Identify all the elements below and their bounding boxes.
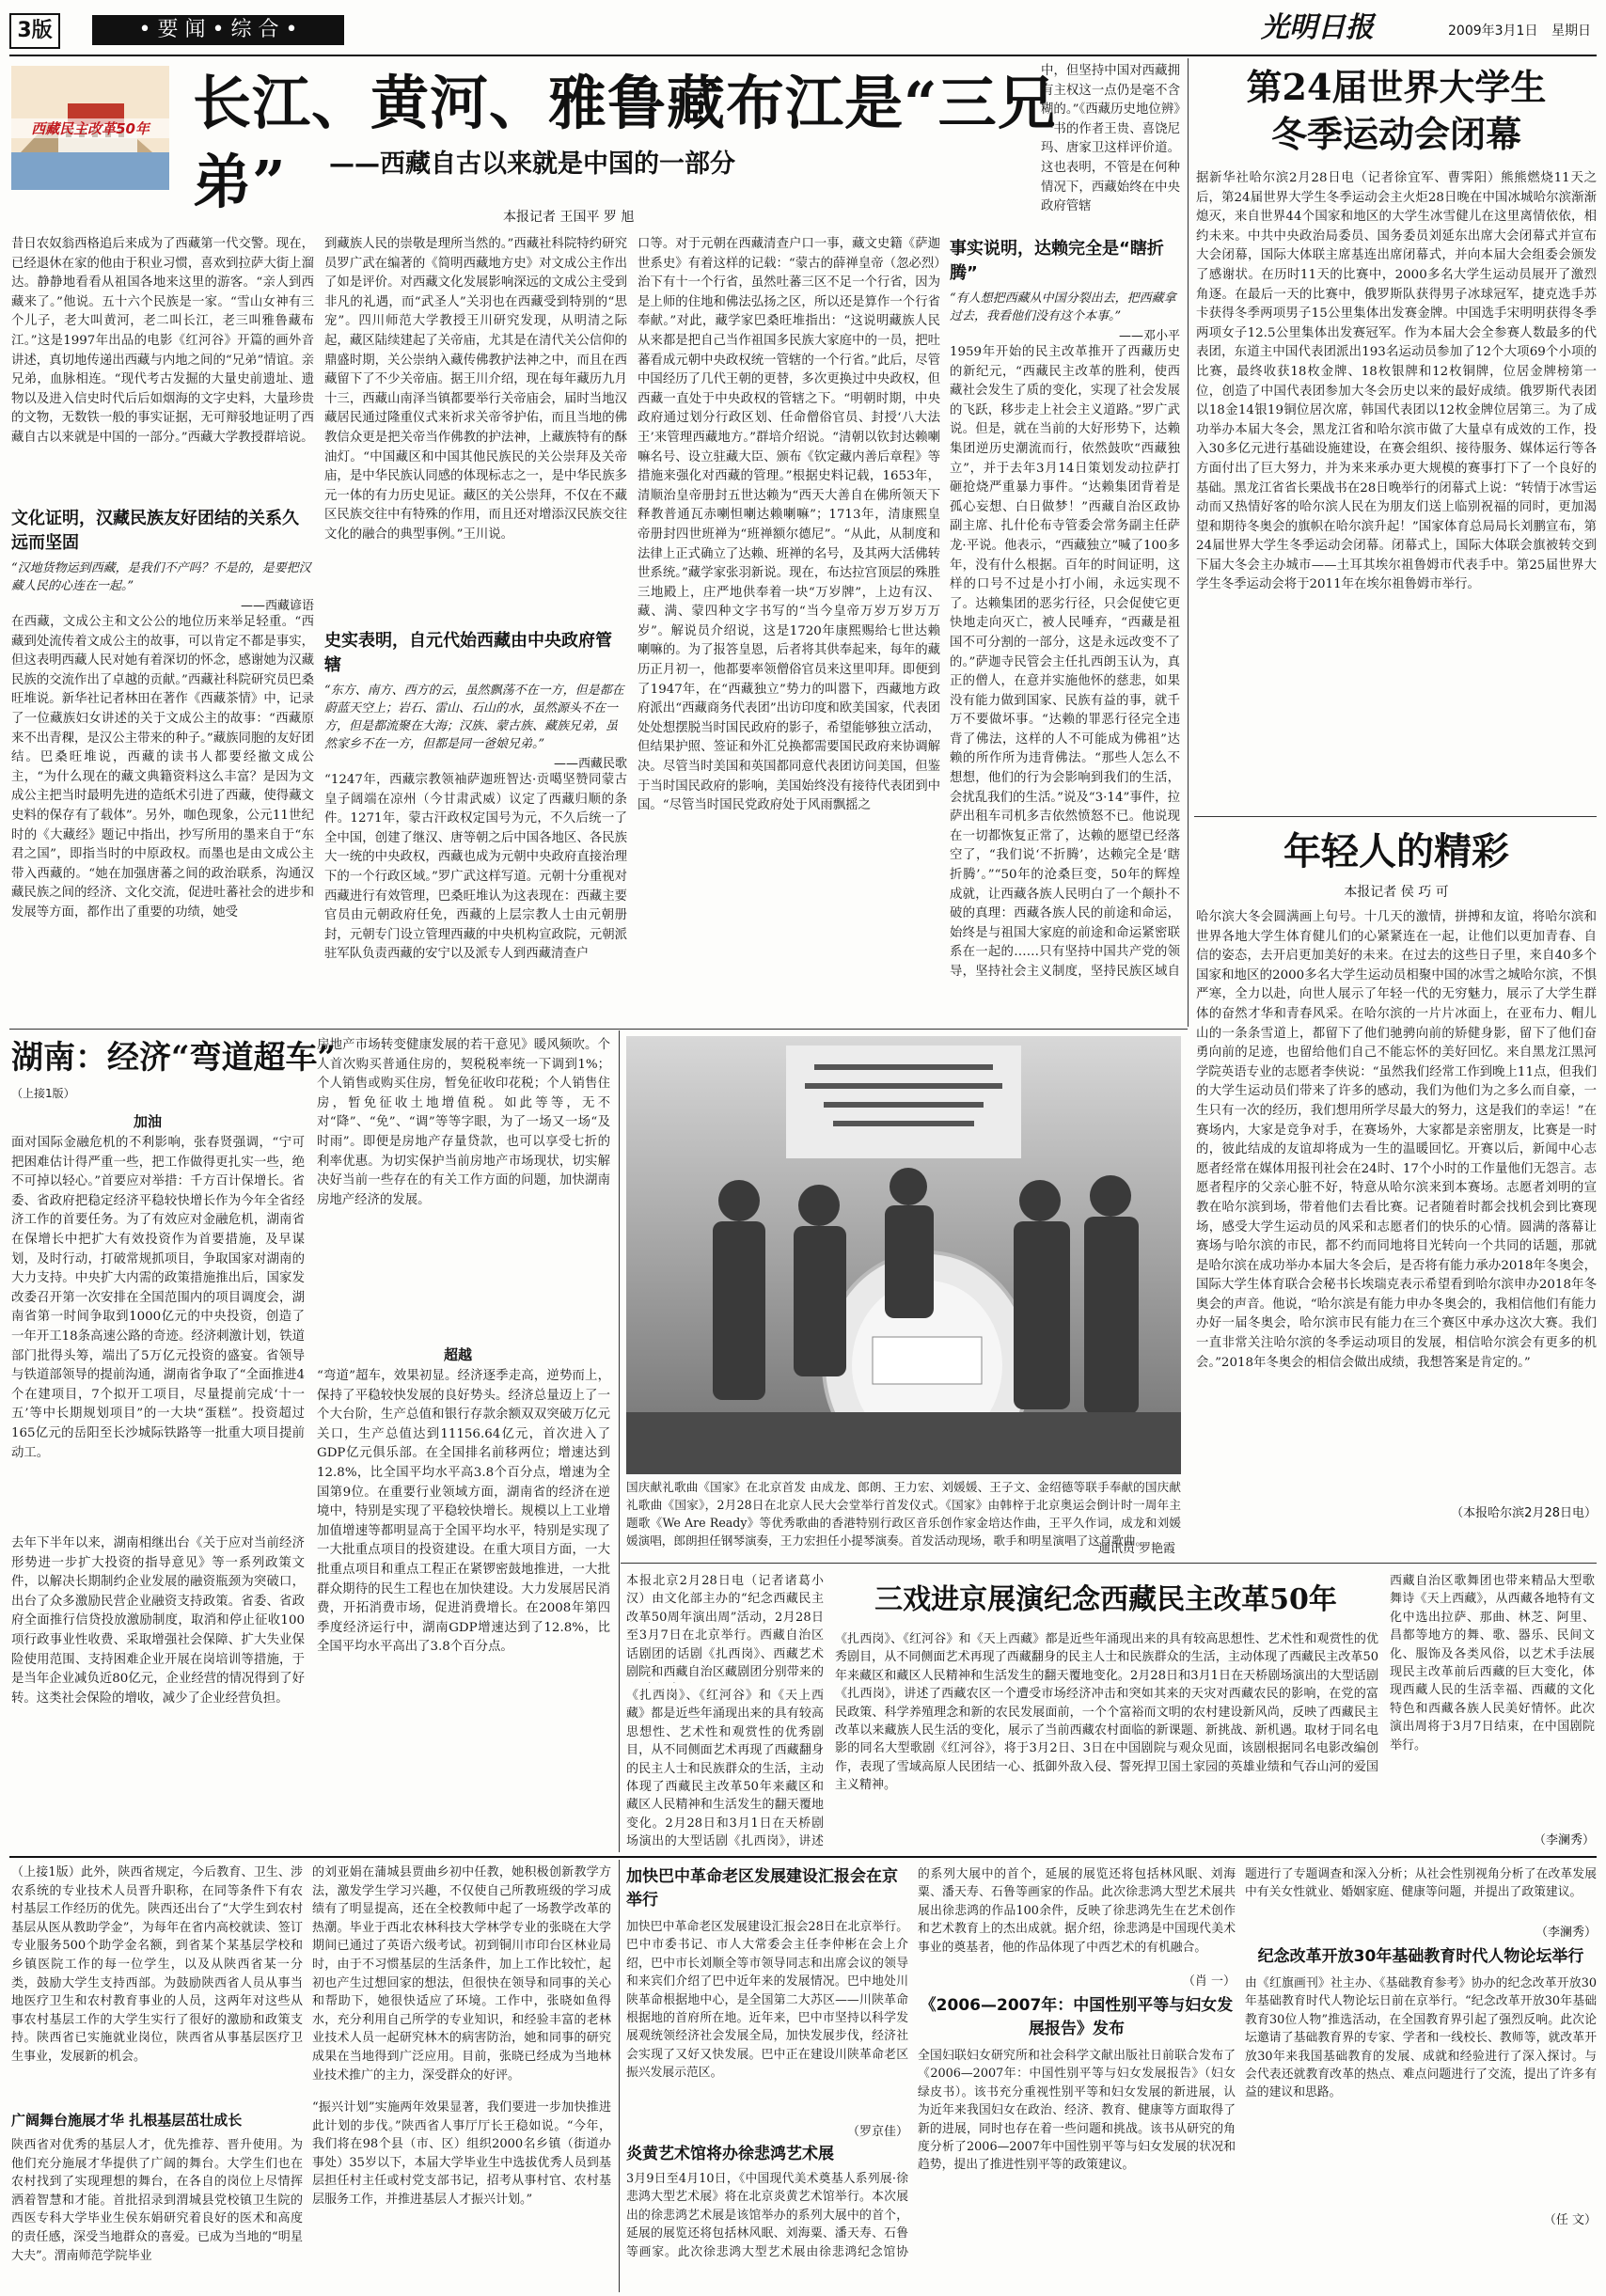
divider — [9, 1856, 1597, 1858]
xubeihong-title: 炎黄艺术馆将办徐悲鸿艺术展 — [626, 2145, 834, 2163]
opera-article — [626, 1568, 1597, 1852]
shaanxi-text-1: （上接1版）此外，陕西省规定，今后教育、卫生、涉农系统的专业技术人员晋升职称，在同等条件下有农村基层工作经历的优先。陕西还出台了“大学生到农村基层从医从教助学金”，为每年在省内高校就读、签订专业服务500个助学金名额，到省某个某基层学校和乡镇医院工作的每一位学生，以及从陕西省某一分类，鼓励大学生支持西部。为鼓励陕西省人员从事当地医疗卫生和农村教育事业的人员，这两年对这些从事农村基层工作的大学生实行了很好的激励和政策支持。陕西省已实施就业岗位，陕西省从事基层医疗卫生事业，发展新的机会。 — [11, 1865, 303, 2064]
gender-report-text-cont: 题进行了专题调查和深入分析；从社会性别视角分析了在改革发展中有关女性就业、婚姻家庭、健康等问题，并提出了政策建议。 — [1245, 1867, 1597, 1900]
bottom-column-5 — [1245, 1865, 1597, 2288]
lead-column-1 — [11, 235, 314, 1023]
lead-col1-quote-source: ——西藏谚语 — [240, 599, 314, 613]
shaanxi-text-2: 陕西省对优秀的基层人才，优先推荐、晋升使用。为他们充分施展才华提供了广阔的舞台。大学生们也在农村找到了实现理想的舞台，在各自的岗位上尽情挥洒着智慧和才能。首批招录到渭城县党校镇卫生院的西医专科大学毕业生侯东娟研究着良好的医术和高度的责任感，深受当地群众的喜爱。已成为当地的“明星大夫”。渭南师范学院毕业 — [11, 2138, 303, 2262]
shaanxi-subhead: 广阔舞台施展才华 扎根基层茁壮成长 — [11, 2112, 243, 2129]
bazhong-text: 加快巴中革命老区发展建设汇报会28日在北京举行。巴中市委书记、市人大常委会主任李仲彬在会上介绍，巴中市长刘顺全等市领导同志和出席会议的领导和来宾们介绍了巴中近年来的发展情况。巴中地处川陕革命根据地中心，是全国第二大苏区——川陕革命根据地的首府所在地。近年来，巴中市坚持以科学发展观统领经济社会发展全局，加快发展步伐，经济社会实现了又好又快发展。巴中正在建设川陕革命老区振兴发展示范区。 — [626, 1920, 908, 2081]
bottom-column-1 — [11, 1864, 303, 2287]
education-forum-dateline: （任 文） — [1543, 2213, 1597, 2227]
bottom-column-3 — [626, 1865, 908, 2288]
divider — [619, 1030, 620, 1852]
lead-col1-subhead: 文化证明，汉藏民族友好团结的关系久远而坚固 — [11, 509, 299, 553]
badge-label: 西藏民主改革50年 — [11, 118, 169, 138]
lead-byline: 本报记者 王国平 罗 旭 — [503, 210, 635, 225]
education-forum-title: 纪念改革开放30年基础教育时代人物论坛举行 — [1257, 1947, 1584, 1966]
lead-headline: 长江、黄河、雅鲁藏布江是“三兄弟” — [193, 69, 1057, 216]
opera-lead: 本报北京2月28日电（记者诸葛小汉）由文化部主办的“纪念西藏民主改革50周年演出周”活动，2月28日至3月7日在北京举行。西藏自治区话剧团的话剧《扎西岗》、西藏艺术剧院和西藏自治区藏剧团分别带来的 — [626, 1574, 824, 1680]
lead-col4-quote-source: ——邓小平 — [1118, 329, 1180, 343]
youth-body: 哈尔滨大冬会圆满画上句号。十几天的激情，拼搏和友谊，将哈尔滨和世界各地大学生体育健儿们的心紧紧连在一起，让他们以更加青春、自信的姿态，去开启更加美好的未来。在过去的这些日子里，来自40多个国家和地区的2000多名大学生运动员相聚中国的冰雪之城哈尔滨，不惧严寒，全力以赴，向世人展示了年轻一代的无穷魅力，展示了大学生群体的奋然才华和青春风采。在哈尔滨的一片片冰面上，在亚布力、帽儿山的一条条雪道上，都留下了他们驰骋向前的矫健身影，留下了他们奋勇向前的足迹，也留给他们自己不能忘怀的美好回忆。来自黑龙江黑河学院英语专业的志愿者李侠说：“虽然我们经常工作到晚上11点，但我们的大学生运动员们带来了许多的感动，我们为他们为之多么而自豪，一生只有一次的经历，我们想用所学尽最大的努力，这是我们的幸运！”在赛场内，大家是竞争对手，在赛场外，大家都是亲密朋友，比赛是一时的，彼此结成的友谊却将成为一生的温暖回忆。开赛以后，新闻中心志愿者经常在媒体用报刊社会在24时、17个小时的工作量他们无怨言。志愿者程序的父亲心脏不好，特意从哈尔滨来到本赛场。志愿者刘明的宣教在哈尔滨到场，带着他们去看比赛。记者随着时都会找机会到比赛现场，感受大学生运动员的风采和志愿者们的快乐的心情。圆满的落幕让赛场与哈尔滨的市民，都不约而同地将目光转向一个共同的话题，那就是哈尔滨在成功举办本届大冬会后，是否将有能力承办2018年冬奥会，国际大学生体育联合会秘书长埃瑞克表示希望看到哈尔滨申办2018年冬奥会的声音。他说，“哈尔滨是有能力申办冬奥会的，我相信他们有能力办好一届冬奥会，哈尔滨市民有能力在三个赛区中承办这次大赛。我们一直非常关注哈尔滨的冬季运动项目的发展，相信哈尔滨会有更多的机会。”2018年冬奥会的相信会做出成绩，我想答案是肯定的。” — [1196, 910, 1597, 1370]
news-photo — [626, 1036, 1181, 1474]
xubeihong-dateline: （肖 一） — [1182, 1974, 1236, 1989]
opera-body: 《扎西岗》、《红河谷》和《天上西藏》都是近些年涌现出来的具有较高思想性、艺术性和观赏性的优秀剧目，从不同侧面艺术再现了西藏翻身的民主人士和民族群众的生活，主动体现了西藏民主改革50年来藏区和藏区人民精神和生活发生的翻天覆地变化。2月28日和3月1日在天桥剧场演出的大型话剧《扎西岗》，讲述 — [626, 1689, 824, 1848]
lead-col1-p1: 昔日农奴翁西格追后来成为了西藏第一代交警。现在，已经退休在家的他由于积业习惯，喜欢到拉萨大街上溜达。静静地看看从祖国各地来这里的游客。“亲人到西藏来了。”他说。五十六个民族是一家。“雪山女神有三个儿子，老大叫黄河，老二叫长江，老三叫雅鲁藏布江。”这是1997年出品的电影《红河谷》开篇的画外音讲述，真切地传递出西藏与内地之间的“兄弟”情谊。亲兄弟，血脉相连。“现代考古发掘的大量史前遗址、遗物以及进入信史时代后后如烟海的文字史料，大量珍贵的文物，无数铁一般的事实证据，无可辩驳地证明了西藏自古以来就是中国的一部分。”西藏大学教授群培说。 — [11, 237, 314, 445]
ceremony-photo-icon — [626, 1036, 1181, 1474]
issue-date: 2009年3月1日 — [1448, 24, 1538, 39]
divider — [1194, 816, 1597, 817]
bottom-column-4 — [918, 1865, 1236, 2288]
section-label: • 要 闻 • 综 合 • — [92, 15, 344, 45]
lead-column-2 — [324, 235, 627, 1023]
lead-subtitle: ——西藏自古以来就是中国的一部分 — [329, 149, 735, 179]
lead-col5-text: 中，但坚持中国对西藏拥有主权这一点仍是毫不含糊的。”《西藏历史地位辨》一书的作者王贵、喜饶尼玛、唐家卫这样评价道。这也表明，不管是在何种情况下，西藏始终在中央政府管辖 — [1041, 64, 1180, 214]
universiade-title-2: 冬季运动会闭幕 — [1270, 113, 1521, 155]
youth-byline: 本报记者 侯 巧 可 — [1344, 885, 1449, 900]
lead-col4-p1: 1959年开始的民主改革推开了西藏历史的新纪元，“西藏民主改革的胜利，使西藏社会发生了质的变化，实现了社会发展的飞跃，移步走上社会主义道路。”罗广武说。但是，就在当前的大好形势下，达赖集团逆历史潮流而行，依然鼓吹“西藏独立”，并于去年3月14日策划发动拉萨打砸抢烧严重暴力事件。“达赖集团背着是孤心妄想、白日做梦！”西藏自治区政协副主席、扎什伦布寺管委会常务副主任萨龙·平说。他表示，“西藏独立”喊了100多年，没有什么根据。百年的时间证明，这样的口号不过是小打小闹，永远实现不了。达赖集团的恶劣行径，只会促使它更快地走向灭亡，被人民唾弃，“西藏是祖国不可分割的一部分，这是永远改变不了的。”萨迦寺民管会主任扎西朗玉认为，真正的僧人，在意并实施他怀的慈悲，如果没有能力做到国家、民族有益的事，就千万不要做坏事。“达赖的罪恶行径完全违背了佛法，这样的人不可能成为佛祖”达赖的所作所为违背佛法。“那些人怎么不想想，他们的行为会影响到我们的生活，会扰乱我们的生活。”说及“3·14”事件，拉萨出租车司机多吉依然愤怒不已。他说现在一切都恢复正常了，达赖的愿望已经落空了，“我们说‘不折腾’，达赖完全是‘瞎折腾’。”“50年的沧桑巨变，50年的辉煌成就，让西藏各族人民明白了一个颠扑不破的真理：西藏各族人民的前途和命运，始终是与祖国大家庭的前途和命运紧密联系在一起的……只有坚持中国共产党的领导，坚持社会主义制度，坚持民族区域自 — [950, 345, 1180, 979]
lead-col1-quote: “汉地货物运到西藏，是我们不产吗？不是的，是要把汉藏人民的心连在一起。” — [11, 561, 311, 593]
universiade-title-1: 第24届世界大学生 — [1246, 66, 1547, 108]
lead-col4-subhead: 事实说明，达赖完全是“瞎折腾” — [950, 239, 1164, 283]
xubeihong-text: 3月9日至4月10日，《中国现代美术奠基人系列展·徐悲鸿大型艺术展》将在北京炎黄艺术馆举行。本次展出的徐悲鸿艺术展是该馆举办的系列大展中的首个，延展的展览还将包括林风眠、刘海粟、潘天寿、石鲁等画家。此次徐悲鸿大型艺术展由徐悲鸿纪念馆协 — [626, 2172, 908, 2259]
hunan-col2-p2: “弯道”超车，效果初显。经济逐季走高，逆势而上，保持了平稳较快发展的良好势头。经济总量迈上了一个大台阶，生产总值和银行存款余额双双突破万亿元关口，生产总值达到11156.64亿元，首次进入了GDP亿元俱乐部。在全国排名前移两位；增速达到12.8%，比全国平均水平高3.8个百分点，增速为全国第9位。在重要行业领域方面，湖南省的经济在逆境中，特别是实现了平稳较快增长。规模以上工业增加值增速等都明显高于全国平均水平，特别是实现了一大批重点项目的投资建设。在重大项目方面，一大批重点项目和重点工程正在紧锣密鼓地推进，一大批群众期待的民生工程也在加快建设。大力发展居民消费，开拓消费市场，促进消费增长。在2008年第四季度经济运行中，湖南GDP增速达到了12.8%，比全国平均水平高出了3.8个百分点。 — [317, 1369, 610, 1655]
lead-column-3 — [638, 235, 940, 1023]
shaanxi-text-4: “振兴计划”实施两年效果显著，我们要进一步加快推进此计划的步伐。”陕西省人事厅厅长王稳如说。“今年，我们将在98个县（市、区）组织2000名乡镇（街道办事处）35岁以下，本届大学毕业生中选拔优秀人员到基层担任村主任或村党支部书记，招考从事村官、农村基层服务工作，并推进基层人才振兴计划。” — [312, 2100, 611, 2207]
photo-caption: 国庆献礼歌曲《国家》在北京首发 由成龙、郎朗、王力宏、刘媛媛、王子文、金绍德等联手奉献的国庆献礼歌曲《国家》，2月28日在北京人民大会堂举行首发仪式。《国家》由韩梓于北京奥运会倒计时一周年主题歌《We Are Ready》等优秀歌曲的香港特别行政区音乐创作家金培达作曲，王平久作词，成龙和刘媛媛演唱，郎朗担任钢琴演奏，王力宏担任小提琴演奏。首发活动现场，歌手和明星演唱了这首歌曲。 — [626, 1480, 1181, 1548]
gender-report-dateline: （李澜秀） — [1535, 1926, 1597, 1940]
opera-dateline: （李澜秀） — [1533, 1833, 1595, 1848]
lead-col4-quote: “有人想把西藏从中国分裂出去，把西藏拿过去，我看他们没有这个本事。” — [950, 291, 1176, 323]
lead-col2-quote: “东方、南方、西方的云，虽然飘荡不在一方，但是都在蔚蓝天空上；岩石、雷山、石山的水，虽然源头不在一方，但是都流聚在大海；汉族、蒙古族、藏族兄弟，虽然家乡不在一方，但都是同一爸娘兄弟。” — [324, 684, 624, 751]
badge-emblem — [11, 66, 169, 190]
lead-col2-p1: 到藏族人民的崇敬是理所当然的。”西藏社科院特约研究员罗广武在编著的《简明西藏地方史》对文成公主作出了如是评价。对西藏文化发展影响深远的文成公主受到非凡的礼遇，而“武圣人”关羽也在西藏受到特别的“思宠”。四川师范大学教授王川研究发现，从明清之际起，藏区陆续建起了关帝庙，尤其是在清代关公信仰的鼎盛时期，关公崇纳入藏传佛教护法神之中，而且在西藏留下了不少关帝庙。据王川介绍，现在每年藏历九月十三，西藏山南泽当镇都要举行关帝庙会，届时当地汉藏居民通过隆重仪式来祈求关帝爷护佑，而且当地的佛教信众更是把关帝当作佛教的护法神，上藏族特有的酥油灯。“中国藏区和中国其他民族民的关公崇拜及关帝庙，是中华民族认同感的体现标志之一，是中华民族多元一体的有力历史见证。藏区的关公崇拜，不仅在不藏区民族交往中有特殊的作用，而且还对增添汉民族交往文化的融合的典型事例。”王川说。 — [324, 237, 627, 542]
hunan-col2-p1: 房地产市场转变健康发展的若干意见》暖风频吹。个人首次购买普通住房的，契税税率统一下调到1%；个人销售或购买住房，暂免征收印花税；个人销售住房，暂免征收土地增值税。如此等等，无不对“降”、“免”、“调”等等字眼，为了一场又一场“及时雨”。即便是房地产存量贷款，也可以享受七折的利率优惠。为切实保护当前房地产市场现状，切实解决好当前一些存在的有关工作方面的问题，加快湖南房地产经济的发展。 — [317, 1038, 610, 1207]
youth-title: 年轻人的精彩 — [1283, 829, 1509, 873]
universiade-body: 据新华社哈尔滨2月28日电（记者徐宜军、曹霁阳）熊熊燃烧11天之后，第24届世界大学生冬季运动会主火炬28日晚在中国冰城哈尔滨渐渐熄灭，来自世界44个国家和地区的大学生冰雪健儿在这里离情依依，相约未来。中共中央政治局委员、国务委员刘延东出席大会闭幕式并宣布大会闭幕，国际大体联主席基连出席闭幕式，并向本届大会组委会颁发了感谢状。在历时11天的比赛中，2000多名大学生运动员展开了激烈角逐。在最后一天的比赛中，俄罗斯队获得男子冰球冠军，捷克选手苏卡获得冬季两项男子15公里集体出发赛金牌。中国选手宋明明获得冬季两项女子12.5公里集体出发赛冠军。作为本届大会全参赛人数最多的代表团，东道主中国代表团派出193名运动员参加了12个大项69个小项的比赛，最终收获18枚金牌、18枚银牌和12枚铜牌，位居金牌榜第一位，创造了中国代表团参加大冬会历史以来的最好成绩。俄罗斯代表团以18金14银19铜位居次席，韩国代表团以12枚金牌位居第三。为了成功举办本届大冬会，黑龙江省和哈尔滨市做了大量卓有成效的工作，投入30多亿元进行基础设施建设，在赛会组织、接待服务、媒体运行等各方面付出了巨大努力，并为来来承办更大规模的赛事打下了一个良好的基础。黑龙江省省长栗战书在28日晚举行的闭幕式上说：“转情于冰雪运动而又热情好客的哈尔滨人民在为朋友们送上临别祝福的同时，更加渴望和期待冬奥会的旗帜在哈尔滨升起！”国家体育总局局长刘鹏宣布，第24届世界大学生冬季运动会闭幕。闭幕式上，国际大体联会旗被转交到下届大冬会主办城市——土耳其埃尔祖鲁姆市代表手中。第25届世界大学生冬季运动会将于2011年在埃尔祖鲁姆市举行。 — [1196, 171, 1597, 592]
header-bar — [9, 9, 1597, 51]
lead-col3-p1: 口等。对于元朝在西藏清查户口一事，藏文史籍《萨迦世系史》有着这样的记载：“蒙古的薛禅皇帝（忽必烈）治下有十一个行省，虽然吐蕃三区不足一个行省，因为是上师的住地和佛法弘扬之区，所以还是算作一个行省奉献。”对此，藏学家巴桑旺堆指出：“这说明藏族人民从来都是把自己当作祖国多民族大家庭中的一员，把吐蕃看成元朝中央政权统一管辖的一个行省。”此后，尽管中国经历了几代王朝的更替，多次更换过中央政权，但西藏一直处于中央政权的管辖之下。“明朝时期，中央政府通过划分行政区划、任命僧俗官员、封授‘八大法王’来管理西藏地方。”群培介绍说。“清朝以钦封达赖喇嘛名号、设立驻藏大臣、颁布《钦定藏内善后章程》等措施来强化对西藏的管理。”根据史料记载，1653年，清顺治皇帝册封五世达赖为“西天大善自在佛所领天下释教普通瓦赤喇怛喇达赖喇嘛”；1713年，清康熙皇帝册封四世班禅为“班禅额尔德尼”。“从此，从制度和法律上正式确立了达赖、班禅的名号，及其两大活佛转世系统。”藏学家张羽新说。现在，布达拉宫顶层的殊胜三地殿上，庄严地供奉着一块“万岁牌”，上边有汉、藏、满、蒙四种文字书写的“当今皇帝万岁万岁万万岁”。解说员介绍说，这是1720年康熙赐给七世达赖喇嘛的。为了报答皇恩，后者将其供奉起来，每年的藏历正月初一，他都要率领僧俗官员来这里叩拜。即便到了1947年，在“西藏独立”势力的叫嚣下，西藏地方政府派出“西藏商务代表团”出访印度和欧美国家，代表团处处想摆脱当时国民政府的影子，希望能够独立活动，但结果护照、签证和外汇兑换都需要国民政府来协调解决。尽管当时美国和英国都同意代表团访问美国，但鉴于当时国民政府的影响，美国始终没有接待代表团到中国。“尽管当时国民党政府处于风雨飘摇之 — [638, 237, 940, 813]
divider — [619, 1860, 620, 2292]
lead-col2-subhead: 史实表明，自元代始西藏由中央政府管辖 — [324, 631, 612, 675]
lead-col5-top — [1041, 62, 1180, 224]
youth-article — [1196, 826, 1597, 1549]
opera-col3: 西藏自治区歌舞团也带来精品大型歌舞诗《天上西藏》，从西藏各地特有文化中选出拉萨、那曲、林芝、阿里、昌都等地方的舞、歌、器乐、民间文化、服饰及各类风俗，以艺术手法展现民主改革前后西藏的巨大变化，体现西藏人民的生活幸福、西藏的文化特色和西藏各族人民美好情怀。此次演出周将于3月7日结束，在中国剧院举行。 — [1390, 1574, 1595, 1753]
divider — [9, 1029, 1188, 1030]
issue-weekday: 星期日 — [1551, 24, 1591, 39]
divider — [621, 1563, 1597, 1564]
universiade-article — [1196, 64, 1597, 816]
youth-dateline: （本报哈尔滨2月28日电） — [1451, 1506, 1597, 1520]
gender-report-title: 《2006—2007年：中国性别平等与妇女发展报告》发布 — [920, 1996, 1234, 2038]
shaanxi-text-3: 的刘亚娟在蒲城县贾曲乡初中任教，她积极创新教学方法，激发学生学习兴趣，不仅使自己所教班级的学习成绩有了明显提高，还在全校教师中起了一场教学改革的热潮。毕业于西北农林科技大学林学专业的张晓在大学期间已通过了英语六级考试。初到铜川市印台区林业局时，由于不习惯基层的生活条件，加上工作比较忙，起初也产生过想回家的想法，但很快在领导和同事的关心和帮助下，她很快适应了环境。工作中，张晓如鱼得水，充分利用自己所学的专业知识，和经验丰富的老林业技术人员一起研究林木的病害防治，她和同事的研究成果在当地得到广泛应用。目前，张晓已经成为当地林业技术推广的主力，深受群众的好评。 — [312, 1865, 611, 2083]
divider — [1188, 58, 1189, 1027]
lead-column-4 — [950, 235, 1180, 1023]
lead-col2-p2: “1247年，西藏宗教领袖萨迦班智达·贡噶坚赞同蒙古皇子阔端在凉州（今甘肃武威）议定了西藏归顺的条件。1271年，蒙古汗政权定国号为元，不久后统一了全中国，创建了继汉、唐等朝之后中国各地区、各民族大一统的中央政权，西藏也成为元朝中央政府直接治理下的一个行政区域。”罗广武这样写道。元朝十分重视对西藏进行有效管理，巴桑旺堆认为这表现在：西藏主要官员由元朝政府任免，西藏的上层宗教人士由元朝册封，元朝专门设立管理西藏的中央机构宣政院，元朝派驻军队负责西藏的安宁以及派专人到西藏清查户 — [324, 773, 627, 962]
xubeihong-text-cont: 的系列大展中的首个，延展的展览还将包括林风眠、刘海粟、潘天寿、石鲁等画家的作品。此次徐悲鸿大型艺术展共展出徐悲鸿的作品100余件，反映了徐悲鸿先生在艺术创作和艺术教育上的杰出成就。据介绍，徐悲鸿是中国现代美术事业的奠基者，他的作品体现了中西艺术的有机融合。 — [918, 1867, 1236, 1955]
hunan-continued: （上接1版） — [11, 1087, 75, 1100]
opera-title: 三戏进京展演纪念西藏民主改革50年 — [874, 1583, 1337, 1616]
lead-col1-p2: 在西藏，文成公主和文公公的地位历来举足轻重。“西藏到处流传着文成公主的故事，可以肯定不都是事实，但这表明西藏人民对她有着深切的怀念，感谢她为汉藏民族的交流作出了卓越的贡献。”西藏社科院研究员巴桑旺堆说。新华社记者林田在著作《西藏茶情》中，记录了一位藏族妇女讲述的关于文成公主的故事：“西藏原来不出青稞，是汉公主带来的种子。”藏族同胞的友好团结。巴桑旺堆说，西藏的读书人都要经撤文成公主，“为什么现在的藏文典籍资料这么丰富？是因为文成公主把当时最明先进的造纸术引进了西藏，使得藏文史料的保存有了载体”。另外，咖色现象，公元11世纪时的《大藏经》题记中指出，抄写所用的墨来自于“东君之国”，即指当时的中原政权。而墨也是由文成公主带入西藏的。“她在加强唐蕃之间的政治联系，沟通汉藏民族之间的经济、文化交流，促进吐蕃社会的进步和发展等方面，都作出了重要的功绩，她受 — [11, 615, 314, 920]
lead-col2-quote-source: ——西藏民歌 — [553, 757, 627, 771]
photo-credit: 通讯员 罗艳霞 — [1097, 1542, 1175, 1556]
bottom-column-2 — [312, 1864, 611, 2287]
hunan-title: 湖南：经济“弯道超车” — [11, 1039, 337, 1077]
bazhong-title: 加快巴中革命老区发展建设汇报会在京举行 — [626, 1867, 898, 1910]
page-number: 3版 — [9, 13, 60, 49]
hunan-article — [11, 1036, 613, 1850]
header-rule — [9, 55, 1597, 56]
hunan-col1-p2: 去年下半年以来，湖南相继出台《关于应对当前经济形势进一步扩大投资的指导意见》等一系列政策文件，以解决长期制约企业发展的融资瓶颈为突破口，出台了众多激励民营企业融资支持政策。省委、省政府全面推行信贷投放激励制度，取消和停止征收100项行政事业性收费、采取增强社会保障、扩大失业保险使用范围、支持困难企业开展在岗培训等措施，于是当年企业减负近80亿元，企业经营的情况得到了好转。这类社会保险的增收，减少了企业经营负担。 — [11, 1536, 305, 1706]
hunan-subhead-1: 加油 — [134, 1113, 163, 1130]
masthead: 光明日报 — [1261, 11, 1374, 44]
hunan-col1-p1: 面对国际金融危机的不利影响，张春贤强调，“宁可把困难估计得严重一些，把工作做得更扎实一些，绝不可掉以轻心。”首要应对举措：千方百计保增长。省委、省政府把稳定经济平稳较快增长作为今年全省经济工作的首要任务。为了有效应对金融危机，湖南省在保增长中把扩大有效投资作为首要措施，及早谋划，及时行动，打破常规抓项目，争取国家对湖南的大力支持。中央扩大内需的政策措施推出后，国家发改委召开第一次安排在全国范围内的项目调度会，湖南省第一时间争取到1000亿元的中央投资，创造了一年开工18条高速公路的奇迹。经济刺激计划，铁道部门批得头筹，端出了5万亿元投资的盛宴。省领导与铁道部领导的提前沟通，湖南省争取了“全面推进4个在建项目，7个拟开工项目，尽量提前完成‘十一五’等中长期规划项目”的一大块“蛋糕”。投资超过165亿元的岳阳至长沙城际铁路等一批重大项目提前动工。 — [11, 1136, 305, 1460]
bazhong-dateline: （罗京佳） — [846, 2125, 908, 2139]
opera-body-right: 《扎西岗》、《红河谷》和《天上西藏》都是近些年涌现出来的具有较高思想性、艺术性和观赏性的优秀剧目，从不同侧面艺术再现了西藏翻身的民主人士和民族群众的生活，主动体现了西藏民主改革50年来藏区和藏区人民精神和生活发生的翻天覆地变化。2月28日和3月1日在天桥剧场演出的大型话剧《扎西岗》，讲述了西藏农区一个遭受市场经济冲击和突如其来的天灾对西藏农民的影响，在党的富民政策、科学养殖理念和新的农民发展面前，一个个富裕而文明的农村建设新风尚，反映了西藏民主改革以来藏族人民生活的变化，展示了当前西藏农村面临的新课题、新挑战、新机遇。取材于同名电影的同名大型歌剧《红河谷》，将于3月2日、3日在中国剧院与观众见面，该剧根据同名电影改编创作，表现了雪域高原人民团结一心、抵御外敌入侵、誓死捍卫国土家园的英雄业绩和气吞山河的爱国主义精神。 — [835, 1632, 1378, 1793]
hunan-subhead-2: 超越 — [444, 1346, 473, 1363]
education-forum-text: 由《红旗画刊》社主办、《基础教育参考》协办的纪念改革开放30年基础教育时代人物论坛日前在京举行。“纪念改革开放30年基础教育30位人物”推选活动，在全国教育界引起了强烈反响。此次论坛邀请了基础教育界的专家、学者和一线校长、教师等，就改革开放30年来我国基础教育的发展、成就和经验进行了深入探讨。与会代表还就教育改革的热点、难点问题进行了交流，提出了许多有益的建议和思路。 — [1245, 1976, 1597, 2100]
gender-report-text: 全国妇联妇女研究所和社会科学文献出版社日前联合发布了《2006—2007年：中国性别平等与妇女发展报告》（妇女绿皮书）。该书充分重视性别平等和妇女发展的新进展，认为近年来我国妇女在政治、经济、教育、健康等方面取得了新的进展，同时也存在着一些问题和挑战。该书从研究的角度分析了2006—2007年中国性别平等与妇女发展的状况和趋势，提出了推进性别平等的政策建议。 — [918, 2049, 1236, 2173]
